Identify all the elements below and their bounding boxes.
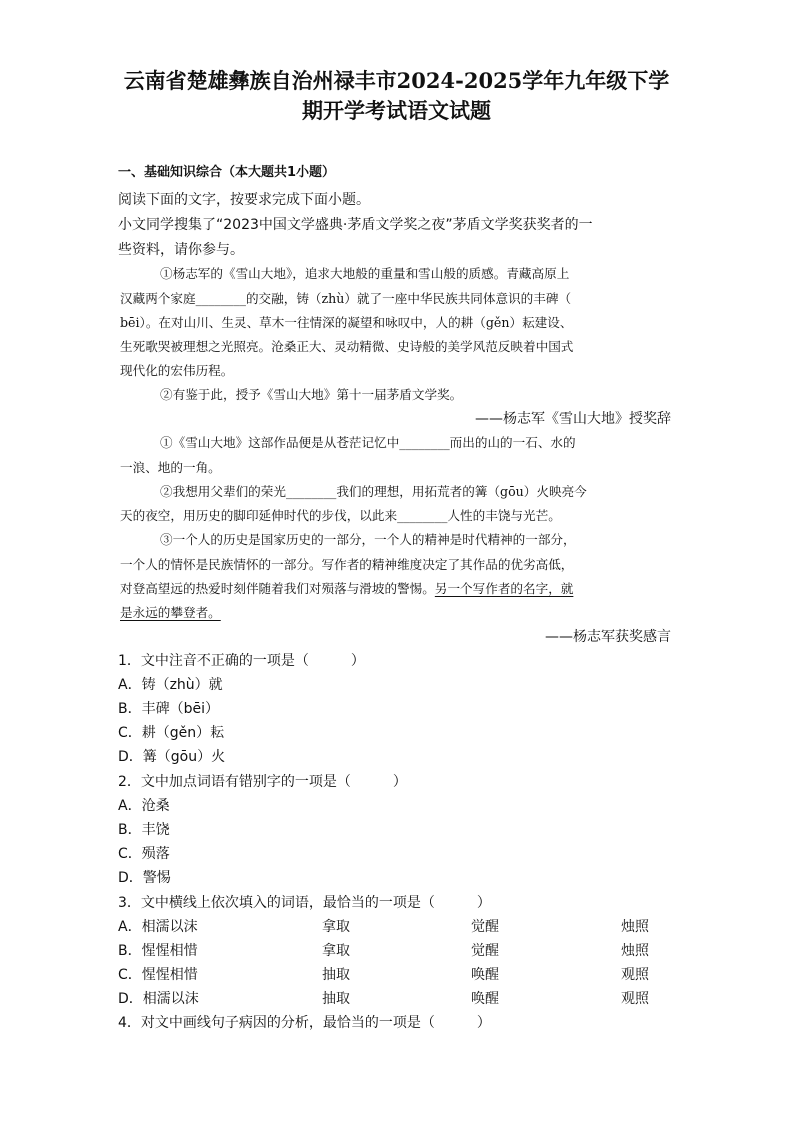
option-cell: 觉醒 (471, 943, 499, 959)
question-stem: 4．对文中画线句子病因的分析，最恰当的一项是（ ） (118, 1015, 491, 1031)
option-cell: 拿取 (322, 919, 350, 935)
option-cell: 烛照 (621, 919, 649, 935)
speech-line: ③一个人的历史是国家历史的一部分，一个人的精神是时代精神的一部分， (160, 532, 576, 547)
option-item: A．铸（zhù）就 (118, 677, 223, 693)
award-source: ——杨志军《雪山大地》授奖辞 (475, 411, 671, 427)
option-cell: A．相濡以沫 (118, 919, 198, 935)
option-item: B．丰碑（bēi） (118, 701, 219, 717)
speech-source: ——杨志军获奖感言 (545, 629, 671, 645)
speech-line (120, 603, 221, 623)
option-item: D．篝（gōu）火 (118, 749, 226, 765)
speech-line: ①《雪山大地》这部作品便是从苍茫记忆中________而出的山的一石、水的 (160, 435, 576, 450)
option-cell: B．惺惺相惜 (118, 943, 198, 959)
option-cell: 抽取 (322, 967, 350, 983)
award-text-line: bēi）。在对山川、生灵、草木一往情深的凝望和咏叹中，人的耕（gěn）耘建设、 (120, 315, 573, 330)
option-item: D．警惕 (118, 870, 171, 886)
option-cell: 烛照 (621, 943, 649, 959)
option-item: C．殒落 (118, 846, 170, 862)
option-item: A．沧桑 (118, 798, 170, 814)
option-cell: 觉醒 (471, 919, 499, 935)
option-cell: 拿取 (322, 943, 350, 959)
award-text-line: 现代化的宏伟历程。 (120, 363, 234, 378)
speech-line: ②我想用父辈们的荣光________我们的理想，用拓荒者的篝（gōu）火映亮今 (160, 484, 587, 499)
option-cell: 唤醒 (471, 967, 499, 983)
award-text-line: ①杨志军的《雪山大地》，追求大地般的重量和雪山般的质感。青藏高原上 (160, 266, 570, 281)
option-cell: 唤醒 (471, 991, 499, 1007)
page-title-line1: 云南省楚雄彝族自治州禄丰市2024-2025学年九年级下学 (123, 68, 670, 93)
option-cell: 抽取 (322, 991, 350, 1007)
section-heading: 一、基础知识综合（本大题共1小题） (118, 165, 336, 180)
award-text-line: 生死歌哭被理想之光照亮。沧桑正大、灵动精微、史诗般的美学风范反映着中国式 (120, 339, 574, 354)
award-text-line: ②有鉴于此，授予《雪山大地》第十一届茅盾文学奖。 (160, 387, 463, 402)
page-title-line2: 期开学考试语文试题 (302, 98, 491, 123)
award-text-line: 汉藏两个家庭________的交融，铸（zhù）就了一座中华民族共同体意识的丰碑（ (120, 291, 572, 306)
underlined-sentence: 另一个写作者的名字，就 (434, 581, 574, 596)
option-cell: C．惺惺相惜 (118, 967, 198, 983)
option-cell: 观照 (621, 967, 649, 983)
question-stem: 2．文中加点词语有错别字的一项是（ ） (118, 774, 407, 790)
intro-line: 小文同学搜集了“2023中国文学盛典·茅盾文学奖之夜”茅盾文学奖获奖者的一 (118, 217, 593, 233)
speech-text: 对登高望远的热爱时刻伴随着我们对殒落与滑坡的警惕。 (120, 581, 435, 596)
speech-line: 一个人的情怀是民族情怀的一部分。写作者的精神维度决定了其作品的优劣高低， (120, 557, 574, 572)
question-stem: 1．文中注音不正确的一项是（ ） (118, 653, 365, 669)
option-item: B．丰饶 (118, 822, 170, 838)
option-item: C．耕（gěn）耘 (118, 725, 225, 741)
underlined-sentence: 是永远的攀登者。 (120, 605, 221, 620)
speech-line: 天的夜空，用历史的脚印延伸时代的步伐，以此来________人性的丰饶与光芒。 (120, 508, 561, 523)
question-stem: 3．文中横线上依次填入的词语，最恰当的一项是（ ） (118, 895, 491, 911)
speech-line: 一浪、地的一角。 (120, 460, 221, 475)
intro-line: 些资料，请你参与。 (118, 242, 244, 258)
intro-line: 阅读下面的文字，按要求完成下面小题。 (118, 192, 370, 208)
speech-line (120, 579, 573, 599)
option-cell: D．相濡以沫 (118, 991, 199, 1007)
option-cell: 观照 (621, 991, 649, 1007)
